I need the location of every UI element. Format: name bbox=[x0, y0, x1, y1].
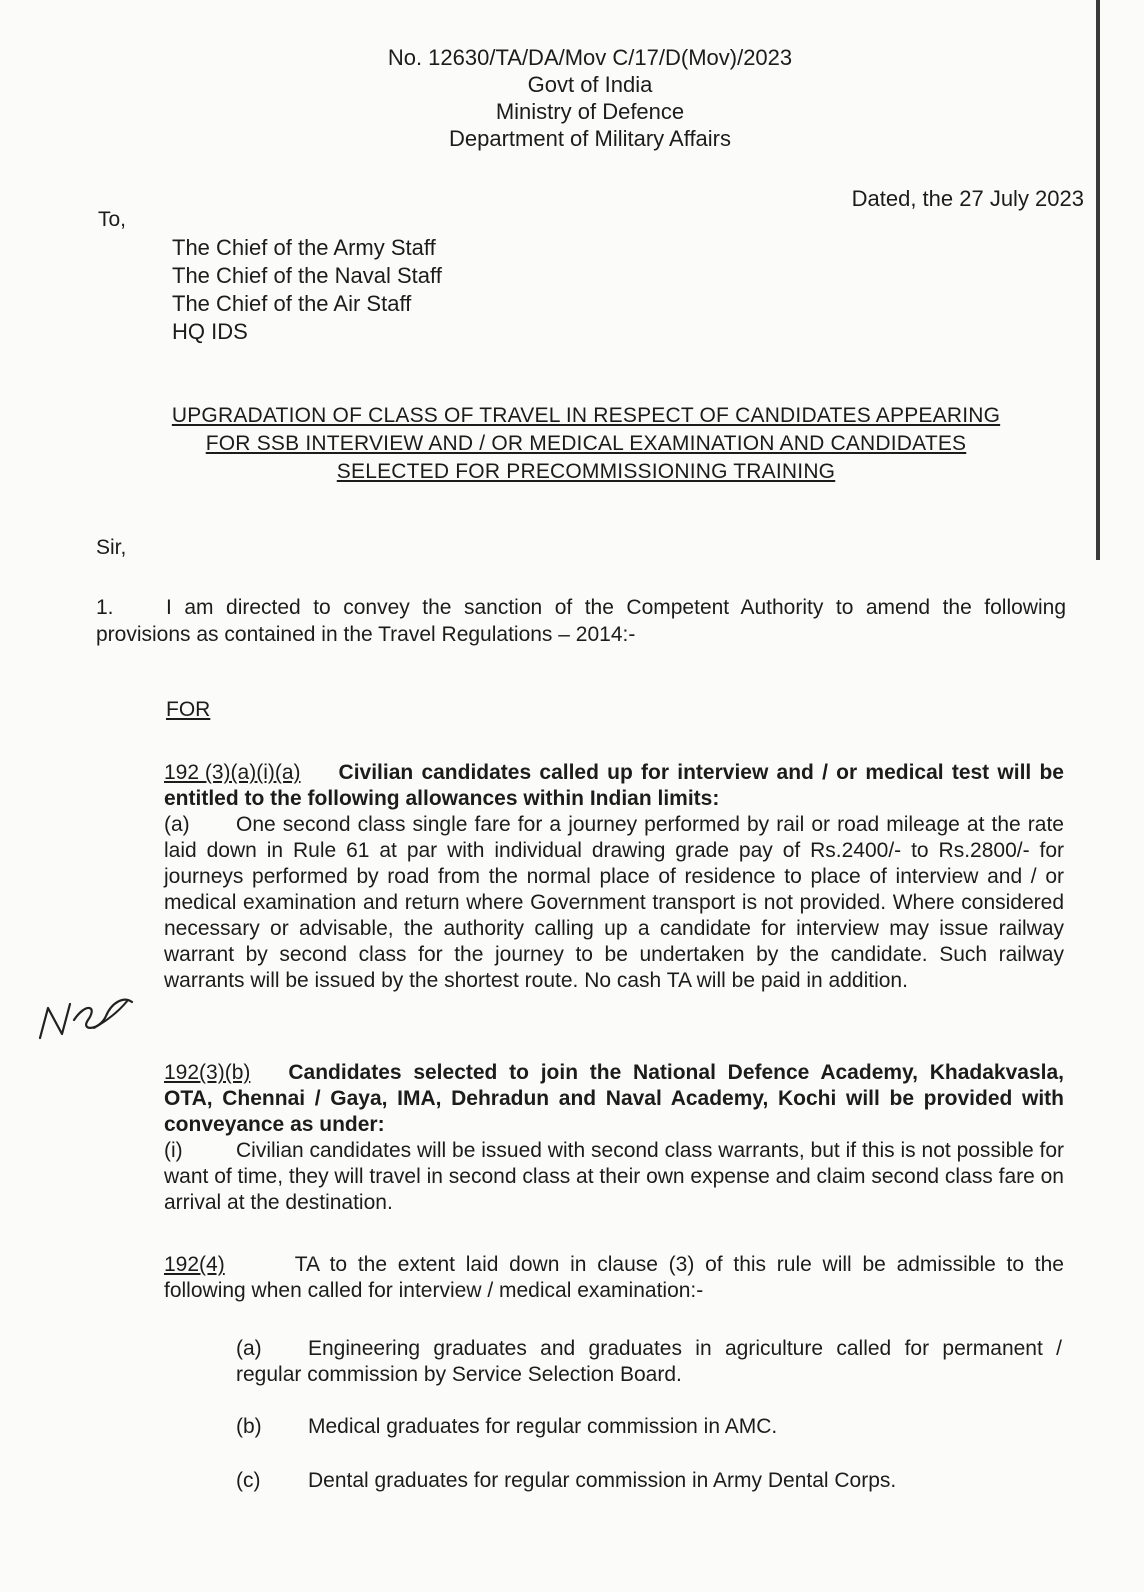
recipient: The Chief of the Air Staff bbox=[172, 291, 412, 316]
list-item bbox=[236, 1336, 1062, 1388]
rule-192-3-b bbox=[164, 1060, 1064, 1216]
sub-clause-label: (i) bbox=[164, 1139, 183, 1162]
letter-header bbox=[380, 44, 800, 152]
paragraph-number: 1. bbox=[96, 596, 114, 619]
subject-line: FOR SSB INTERVIEW AND / OR MEDICAL EXAMINATION AND CANDIDATES bbox=[205, 432, 967, 455]
rule-reference: 192(4) bbox=[164, 1253, 225, 1276]
list-item bbox=[236, 1468, 1062, 1494]
rule-reference: 192(3)(b) bbox=[164, 1061, 251, 1084]
recipient: The Chief of the Naval Staff bbox=[172, 263, 442, 288]
recipient: HQ IDS bbox=[172, 319, 248, 344]
subject-heading bbox=[96, 402, 1076, 486]
to-label: To, bbox=[98, 208, 127, 231]
rule-heading: Civilian candidates called up for interview and / or medical test will be entitled to the following allowances within Indian limits: bbox=[164, 761, 1064, 810]
page-edge-shadow bbox=[1096, 0, 1100, 560]
list-item-text: Dental graduates for regular commission in Army Dental Corps. bbox=[308, 1469, 897, 1492]
rule-text: TA to the extent laid down in clause (3) of this rule will be admissible to the following when called for interview / medical examination:- bbox=[164, 1253, 1064, 1302]
sub-clause-label: (a) bbox=[164, 813, 190, 836]
reference-number: No. 12630/TA/DA/Mov C/17/D(Mov)/2023 bbox=[387, 45, 793, 70]
list-item-label: (c) bbox=[236, 1469, 261, 1492]
rule-192-4 bbox=[164, 1252, 1064, 1304]
rule-reference: 192 (3)(a)(i)(a) bbox=[164, 761, 301, 784]
letter-date: Dated, the 27 July 2023 bbox=[851, 186, 1084, 211]
rule-192-3-a-i-a bbox=[164, 760, 1064, 994]
recipient: The Chief of the Army Staff bbox=[172, 235, 436, 260]
sub-clause-text: One second class single fare for a journey performed by rail or road mileage at the rate laid down in Rule 61 at par with individual drawing grade pay of Rs.2400/- to Rs.2800/- for journeys performed by road from the normal place of residence to place of interview and / or medical examination and return where Government transport is not provided. Where considered necessary or advisable, the authority calling up a candidate for interview may issue railway warrant by second class for the journey to be undertaken by the candidate. Such railway warrants will be issued by the shortest route. No cash TA will be paid in addition. bbox=[164, 813, 1064, 992]
subject-line: UPGRADATION OF CLASS OF TRAVEL IN RESPECT OF CANDIDATES APPEARING bbox=[171, 404, 1001, 427]
list-item-text: Medical graduates for regular commission in AMC. bbox=[308, 1415, 778, 1438]
list-item-label: (b) bbox=[236, 1415, 262, 1438]
list-item-text: Engineering graduates and graduates in agriculture called for permanent / regular commission by Service Selection Board. bbox=[236, 1337, 1062, 1386]
govt-line: Govt of India bbox=[527, 72, 653, 97]
subject-line: SELECTED FOR PRECOMMISSIONING TRAINING bbox=[336, 460, 836, 483]
paragraph-text: I am directed to convey the sanction of the Competent Authority to amend the following provisions as contained in the Travel Regulations – 2014:- bbox=[96, 596, 1066, 646]
for-heading: FOR bbox=[166, 698, 211, 721]
ministry-line: Ministry of Defence bbox=[495, 99, 685, 124]
salutation: Sir, bbox=[96, 536, 127, 559]
list-item-label: (a) bbox=[236, 1337, 262, 1360]
recipients-list bbox=[172, 234, 442, 346]
list-item bbox=[236, 1414, 1062, 1440]
paragraph-1 bbox=[96, 594, 1066, 648]
signature-icon bbox=[28, 980, 168, 1060]
sub-clause-text: Civilian candidates will be issued with second class warrants, but if this is not possible for want of time, they will travel in second class at their own expense and claim second class fare on arrival at the destination. bbox=[164, 1139, 1064, 1214]
rule-heading: Candidates selected to join the National Defence Academy, Khadakvasla, OTA, Chennai / Gaya, IMA, Dehradun and Naval Academy, Kochi will be provided with conveyance as under: bbox=[164, 1061, 1064, 1136]
department-line: Department of Military Affairs bbox=[448, 126, 732, 151]
